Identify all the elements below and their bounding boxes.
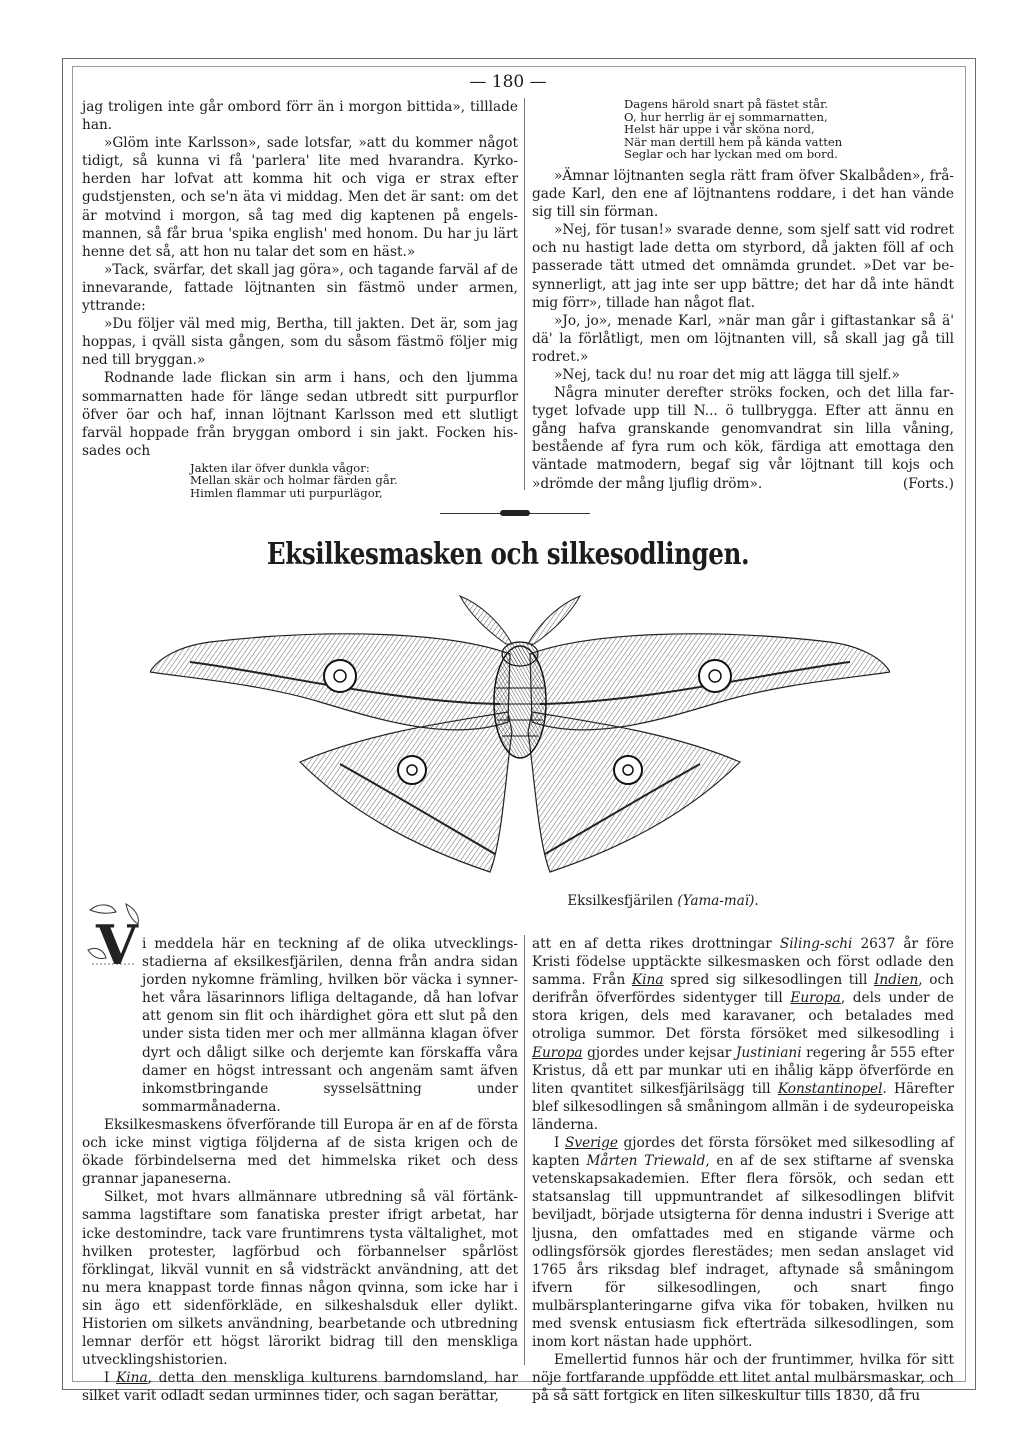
article-left-column bbox=[82, 935, 518, 1405]
poem-line: Jakten ilar öfver dunkla vågor: bbox=[190, 460, 370, 475]
poem-line: När man dertill hem på kända vatten bbox=[624, 134, 843, 149]
figure-caption bbox=[0, 893, 1016, 909]
person-name: Mårten Triewald bbox=[586, 1153, 706, 1170]
place-name: Indien bbox=[874, 972, 919, 989]
article-paragraph: Emellertid funnos här och der fruntimmer, hvilka för sitt nöje fortfarande uppfödde ett litet antal mulbärsmaskar, och på så sätt fortgick en liten silkeskultur tills 1830, då fru bbox=[532, 1352, 954, 1405]
poem-line: Helst här uppe i vår sköna nord, bbox=[624, 122, 815, 137]
article-title: Eksilkesmasken och silkesodlingen. bbox=[266, 537, 750, 572]
article-paragraph: i meddela här en teckning af de olika utvecklingsstadierna af eksilkesfjärilen, denna från andra sidan jorden nykomne främling, hvilken bör väcka i synnerhet våra läsarinnors lifliga deltagande, då han lofvar att genom sin flit och ihärdighet göra ett slut på den under sista tiden mer och mer allmänna klagan öfver dyrt och dåligt silke och derjemte kan förskaffa våra damer en högst intressant och angenäm samt äfven inkomstbringande sysselsättning under sommarmånaderna. bbox=[142, 936, 518, 1115]
story-paragraph: »Ämnar löjtnanten segla rätt fram öfver Skalbåden», frågade Karl, den ene af löjtnantens roddare, i det han vände sig till sin förman. bbox=[532, 167, 954, 221]
story-text: Några minuter derefter ströks focken, och det lilla fartyget lofvade upp till N... ö tullbrygga. Efter att ännu en gång hafva granskande genomvandrat sin lilla våning, bestående af fyra rum och kök, färdiga att emottaga den väntade matmodern, begaf sig vår löjtnant till kojs och »drömde der mång ljuflig dröm». bbox=[532, 385, 954, 492]
article-paragraph: Silket, mot hvars allmännare utbredning så väl förtänksamma lagstiftare som fanatiska prester ifrigt arbetat, har icke destomindre, tack vare fruntimrens tysta vältalighet, mot hvilken protester, lagförbud och förbannelser spårlöst förklingat, likväl vunnit en så vidsträckt användning, att det nu mera knappast torde finnas någon qvinna, som icke har i sin ägo ett sidenförkläde, en silkeshalsduk eller dylikt. Historien om silkets användning, bearbetande och utbredning lemnar derför ett högst lärorikt bidrag till den menskliga utvecklingshistorien. bbox=[82, 1189, 518, 1369]
section-separator bbox=[440, 513, 590, 515]
story-left-column bbox=[82, 98, 518, 500]
story-paragraph: »Glöm inte Karlsson», sade lotsfar, »att du kommer något tidigt, så kunna vi få 'parlera' lite med hvarandra. Kyrkoherden har lofvat att komma hit och viga er strax efter gudstjensten, och se'n äta vi middag. Men det är sant: om det är motvind i morgon, så tag med dig kaptenen på engelsmannen, så får brua 'spika english' med honom. Du har ju lärt henne det så, att hon nu talar det som en häst.» bbox=[82, 135, 518, 260]
story-paragraph: »Jo, jo», menade Karl, »när man går i giftastankar så ä' dä' la förlåtligt, men om löjtnanten vill, så skall jag gå till rodret.» bbox=[532, 312, 954, 365]
poem-line: O, hur herrlig är ej sommarnatten, bbox=[624, 109, 828, 124]
article-paragraph: Eksilkesmaskens öfverförande till Europa är en af de första och icke minst vigtiga följderna af de sista krigen och de ökade förbindelserna med det himmelska riket och dess grannar japaneserna. bbox=[82, 1116, 518, 1188]
story-paragraph: Rodnande lade flickan sin arm i hans, och den ljumma sommarnatten hade för länge sedan utbredt sitt purpurflor öfver öar och haf, innan löjtnant Karlsson med ett slutligt farväl hoppade från bryggan ombord i sin jakt. Focken hissades och bbox=[82, 370, 518, 459]
poem-line: Dagens härold snart på fästet står. bbox=[624, 97, 829, 111]
place-name: Europa bbox=[790, 990, 841, 1007]
article-paragraph: att en af detta rikes drottningar Siling-schi 2637 år före Kristi födelse upptäckte silkesmasken och först odlade den samma. Från Kina spred sig silkesodlingen till Indien, och derifrån öfverfördes sidentyger till Europa, dels under de stora krigen, dels med karavaner, och betalades med otroliga summor. Det första försöket med silkesodling i Europa gjordes under kejsar Justiniani regering år 555 efter Kristus, då ett par munkar uti en ihålig käpp öfverförde en liten qvantitet silkesfjärilsägg till Konstantinopel. Härefter blef silkesodlingen så småningom allmän i de sydeuropeiska länderna. bbox=[532, 936, 954, 1133]
column-rule bbox=[524, 935, 525, 1365]
page-number: — 180 — bbox=[469, 72, 547, 92]
story-paragraph bbox=[532, 384, 954, 493]
drop-cap-letter: V bbox=[96, 913, 138, 977]
continued-marker: (Forts.) bbox=[902, 475, 954, 492]
poem-stanza bbox=[190, 462, 518, 500]
story-paragraph: »Nej, tack du! nu roar det mig att lägga till sjelf.» bbox=[554, 367, 900, 383]
story-paragraph: »Tack, svärfar, det skall jag göra», och tagande farväl af de innevarande, fattade löjtnanten sin fästmö under armen, yttrande: bbox=[82, 261, 518, 315]
article-right-column bbox=[532, 935, 954, 1405]
article-paragraph: I Sverige gjordes det första försöket med silkesodling af kapten Mårten Triewald, en af de sex stiftarne af svenska vetenskapsakademien. Efter flera försök, och sedan ett statsanslag till uppmuntrandet af silkesodlingen blifvit beviljadt, började utsigterna för denna industri i Sverige att ljusna, den omfattades med en stigande värme och odlingsförsök gjordes flerestädes; men sedan anslaget vid 1765 års riksdag blef indraget, aftynade så småningom ifvern för silkesodlingen, och snart fingo mulbärsplanteringarne gifva vika för tobaken, hvilken nu med svensk entusiasm fick efterträda silkesodlingen, som inom kort nästan hade upphört. bbox=[532, 1135, 955, 1351]
place-name: Kina bbox=[116, 1370, 148, 1387]
story-right-column bbox=[532, 98, 954, 493]
moth-illustration bbox=[150, 592, 890, 888]
person-name: Justiniani bbox=[735, 1044, 802, 1061]
caption-latin: (Yama-maï). bbox=[677, 893, 759, 909]
place-name: Kina bbox=[631, 972, 664, 989]
poem-stanza bbox=[624, 98, 954, 161]
person-name: Siling-schi bbox=[779, 936, 853, 952]
story-paragraph: »Nej, för tusan!» svarade denne, som sjelf satt vid rodret och nu hastigt lade detta om styrbord, då jakten föll af och passerade tätt utmed det omnämda grundet. »Det var besynnerligt, att jag inte ser upp bättre; det har då inte händt mig förr», tillade han något flat. bbox=[532, 222, 954, 311]
poem-line: Mellan skär och holmar färden går. bbox=[190, 473, 398, 488]
story-paragraph: »Du följer väl med mig, Bertha, till jakten. Det är, som jag hoppas, i qväll sista gången, som du såsom fästmö följer mig ned till bryggan.» bbox=[82, 316, 518, 369]
caption-text: Eksilkesfjärilen bbox=[567, 893, 674, 909]
poem-line: Himlen flammar uti purpurlägor, bbox=[190, 486, 383, 501]
place-name: Sverige bbox=[564, 1135, 618, 1152]
article-paragraph: I Kina, detta den menskliga kulturens barndomsland, har silket varit odladt sedan urminnes tider, och sagan berättar, bbox=[82, 1370, 519, 1405]
place-name: Konstantinopel bbox=[777, 1080, 883, 1097]
column-rule bbox=[524, 98, 525, 490]
place-name: Europa bbox=[532, 1044, 583, 1061]
story-paragraph: jag troligen inte går ombord förr än i morgon bittida», tilllade han. bbox=[82, 99, 518, 134]
poem-line: Seglar och har lyckan med om bord. bbox=[624, 147, 838, 162]
